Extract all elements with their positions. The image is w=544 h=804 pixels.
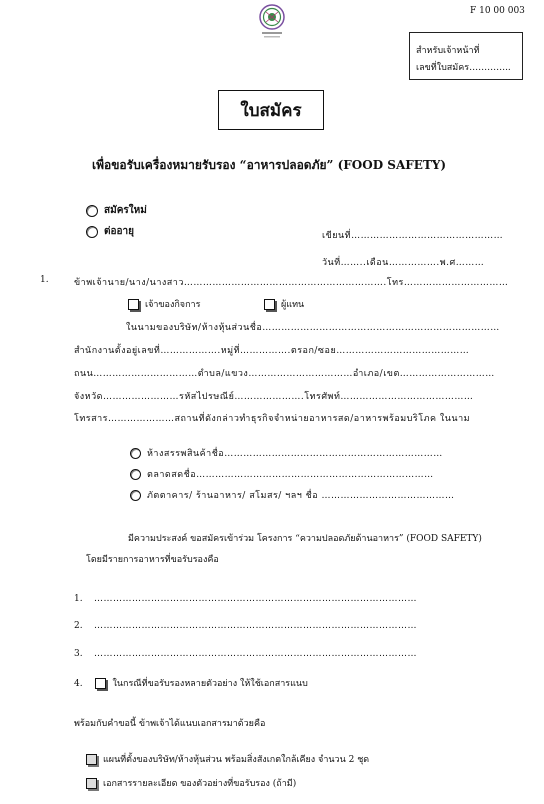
radio-restaurant[interactable] [130, 488, 455, 502]
attachment-details[interactable] [86, 776, 296, 790]
title-box [218, 90, 324, 130]
food-item-field[interactable]: ………………………………………………………………………………………… [94, 649, 417, 659]
radio-market[interactable] [130, 467, 434, 481]
department-logo [257, 3, 287, 41]
admin-label: สำหรับเจ้าหน้าที่ [416, 46, 480, 56]
page-title: ใบสมัคร [240, 100, 302, 121]
food-item-number: 3. [74, 649, 83, 659]
radio-renew[interactable] [86, 224, 134, 239]
office-address-field[interactable]: สำนักงานตั้งอยู่เลขที่……………….หมู่ที่…………….ตรอก/ซอย…………………………………… [74, 346, 470, 356]
province-field[interactable]: จังหวัด……………………รหัสไปรษณีย์………………….โทรศัพท์…………………………………… [74, 392, 474, 402]
checkbox-representative[interactable] [264, 297, 304, 311]
radio-circle-icon [86, 205, 98, 217]
radio-new[interactable] [86, 203, 147, 218]
food-list-intro: โดยมีรายการอาหารที่ขอรับรองคือ [86, 555, 219, 565]
radio-market-label: ตลาดสดชื่อ………………………………………………………………… [147, 470, 434, 480]
radio-circle-icon [130, 490, 141, 501]
intent-statement: มีความประสงค์ ขอสมัครเข้าร่วม โครงการ “ความปลอดภัยด้านอาหาร” (FOOD SAFETY) [128, 534, 482, 544]
attachment-details-label: เอกสารรายละเอียด ของตัวอย่างที่ขอรับรอง (ถ้ามี) [103, 779, 297, 789]
checkbox-owner-label: เจ้าของกิจการ [145, 300, 201, 310]
attachment-map-label: แผนที่ตั้งของบริษัท/ห้างหุ้นส่วน พร้อมสิ่งสังเกตใกล้เคียง จำนวน 2 ชุด [103, 755, 370, 765]
attachments-intro: พร้อมกับคำขอนี้ ข้าพเจ้าได้แนบเอกสารมาด้วยคือ [74, 719, 266, 729]
checkbox-square-icon [95, 678, 106, 689]
checkbox-representative-label: ผู้แทน [281, 300, 305, 310]
item-4[interactable] [74, 676, 308, 690]
radio-dept-store[interactable] [130, 446, 443, 460]
food-item-number: 1. [74, 594, 83, 604]
item-4-label: ในกรณีที่ขอรับรองหลายตัวอย่าง ให้ใช้เอกสารแนบ [112, 679, 308, 689]
food-item-number: 2. [74, 621, 83, 631]
application-number: เลขที่ใบสมัคร………….. [416, 63, 511, 73]
radio-restaurant-label: ภัตตาคาร/ ร้านอาหาร/ สโมสร/ ฯลฯ ชื่อ …………………………………… [147, 491, 455, 501]
checkbox-square-icon [128, 299, 139, 310]
date-field[interactable]: วันที่……..เดือน…………….พ.ศ……… [322, 258, 485, 268]
radio-circle-icon [86, 226, 98, 238]
checkbox-owner[interactable] [128, 297, 200, 311]
radio-circle-icon [130, 469, 141, 480]
fax-field[interactable]: โทรสาร…………………สถานที่ดังกล่าวทำธุรกิจจำหน่ายอาหารสด/อาหารพร้อมบริโภค ในนาม [74, 414, 471, 424]
form-subtitle: เพื่อขอรับเครื่องหมายรับรอง “อาหารปลอดภัย” (FOOD SAFETY) [92, 158, 447, 172]
food-item-field[interactable]: ………………………………………………………………………………………… [94, 594, 417, 604]
checkbox-square-icon [264, 299, 275, 310]
attachment-map[interactable] [86, 752, 369, 766]
checkbox-square-icon [86, 754, 97, 765]
checkbox-square-icon [86, 778, 97, 789]
radio-new-label: สมัครใหม่ [104, 205, 147, 216]
applicant-name-field[interactable]: ข้าพเจ้านาย/นาง/นางสาว……………………………………………………….โทร…………………………… [74, 278, 509, 288]
food-item-field[interactable]: ………………………………………………………………………………………… [94, 621, 417, 631]
item-4-number: 4. [74, 679, 83, 689]
item-number: 1. [40, 275, 49, 285]
radio-renew-label: ต่ออายุ [104, 226, 134, 237]
radio-dept-store-label: ห้างสรรพสินค้าชื่อ…………………………………………………………… [147, 449, 443, 459]
radio-circle-icon [130, 448, 141, 459]
form-code: F 10 00 003 [470, 6, 525, 16]
written-at-field[interactable]: เขียนที่………………………………………… [322, 231, 504, 241]
company-name-field[interactable]: ในนามของบริษัท/ห้างหุ้นส่วนชื่อ………………………………………………………………… [126, 323, 500, 333]
admin-box [409, 32, 523, 80]
road-field[interactable]: ถนน……………………………ตำบล/แขวง……………………………อำเภอ/เขต………………………… [74, 369, 495, 379]
